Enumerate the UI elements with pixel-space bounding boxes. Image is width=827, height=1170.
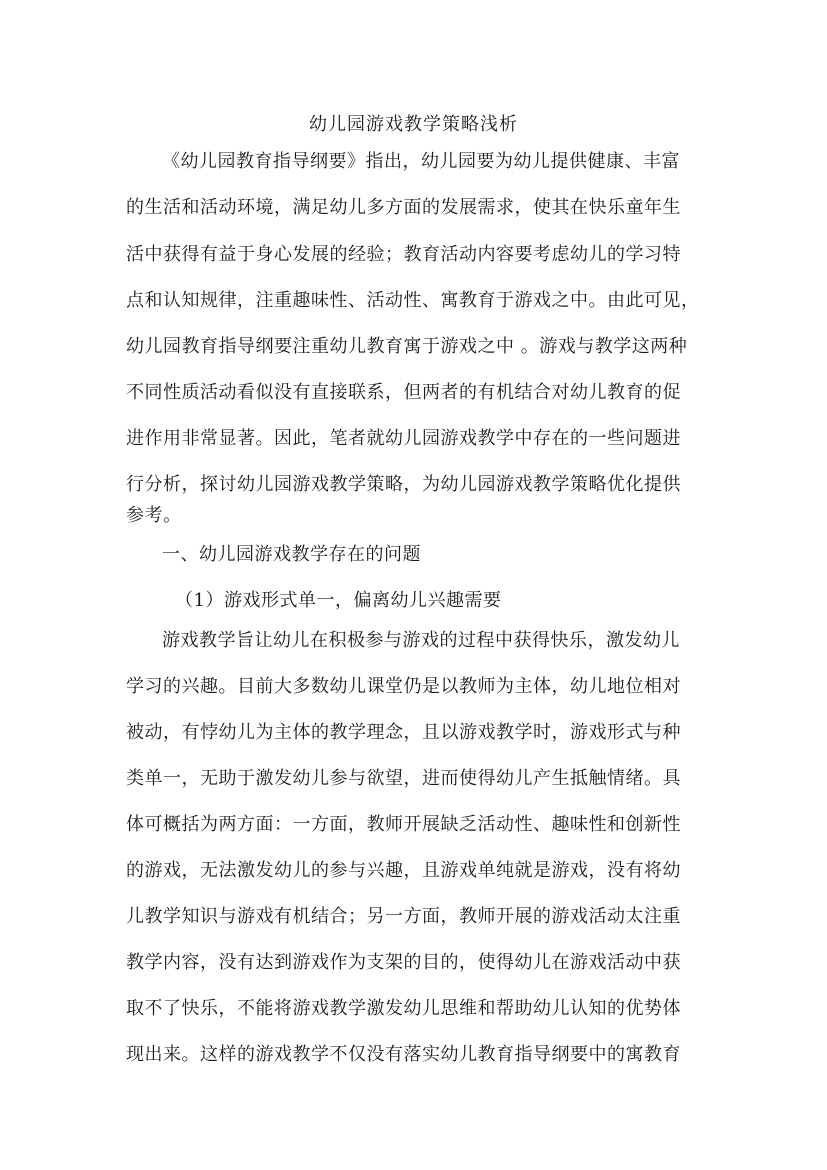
- paragraph-line: 取不了快乐，不能将游戏教学激发幼儿思维和帮助幼儿认知的优势体: [126, 998, 681, 1019]
- paragraph-line: 游戏教学旨让幼儿在积极参与游戏的过程中获得快乐，激发幼儿: [162, 630, 680, 651]
- paragraph-line: 参考。: [126, 505, 182, 526]
- paragraph-line: 学习的兴趣。目前大多数幼儿课堂仍是以教师为主体，幼儿地位相对: [126, 676, 681, 697]
- paragraph-line: 儿教学知识与游戏有机结合；另一方面，教师开展的游戏活动太注重: [126, 906, 681, 927]
- paragraph-line: 被动，有悖幼儿为主体的教学理念，且以游戏教学时，游戏形式与种: [126, 722, 681, 743]
- paragraph-line: 类单一，无助于激发幼儿参与欲望，进而使得幼儿产生抵触情绪。具: [126, 768, 681, 789]
- paragraph-line: 点和认知规律，注重趣味性、活动性、寓教育于游戏之中。由此可见，: [126, 290, 700, 311]
- paragraph-line: 幼儿园教育指导纲要注重幼儿教育寓于游戏之中 。游戏与教学这两种: [126, 336, 688, 357]
- subsection-heading: （1）游戏形式单一，偏离幼儿兴趣需要: [175, 590, 502, 611]
- paragraph-line: 体可概括为两方面：一方面，教师开展缺乏活动性、趣味性和创新性: [126, 814, 681, 835]
- paragraph-line: 的生活和活动环境，满足幼儿多方面的发展需求，使其在快乐童年生: [126, 197, 681, 218]
- paragraph-line: 活中获得有益于身心发展的经验；教育活动内容要考虑幼儿的学习特: [126, 244, 681, 265]
- paragraph-line: 行分析，探讨幼儿园游戏教学策略，为幼儿园游戏教学策略优化提供: [126, 474, 681, 495]
- paragraph-line: 的游戏，无法激发幼儿的参与兴趣，且游戏单纯就是游戏，没有将幼: [126, 860, 681, 881]
- paragraph-line: 进作用非常显著。因此，笔者就幼儿园游戏教学中存在的一些问题进: [126, 428, 681, 449]
- paragraph-line: 现出来。这样的游戏教学不仅没有落实幼儿教育指导纲要中的寓教育: [126, 1044, 681, 1065]
- section-heading: 一、幼儿园游戏教学存在的问题: [162, 544, 421, 565]
- document-title: 幼儿园游戏教学策略浅析: [309, 114, 518, 135]
- paragraph-line: 《幼儿园教育指导纲要》指出，幼儿园要为幼儿提供健康、丰富: [162, 151, 680, 172]
- paragraph-line: 教学内容，没有达到游戏作为支架的目的，使得幼儿在游戏活动中获: [126, 952, 681, 973]
- paragraph-line: 不同性质活动看似没有直接联系，但两者的有机结合对幼儿教育的促: [126, 382, 681, 403]
